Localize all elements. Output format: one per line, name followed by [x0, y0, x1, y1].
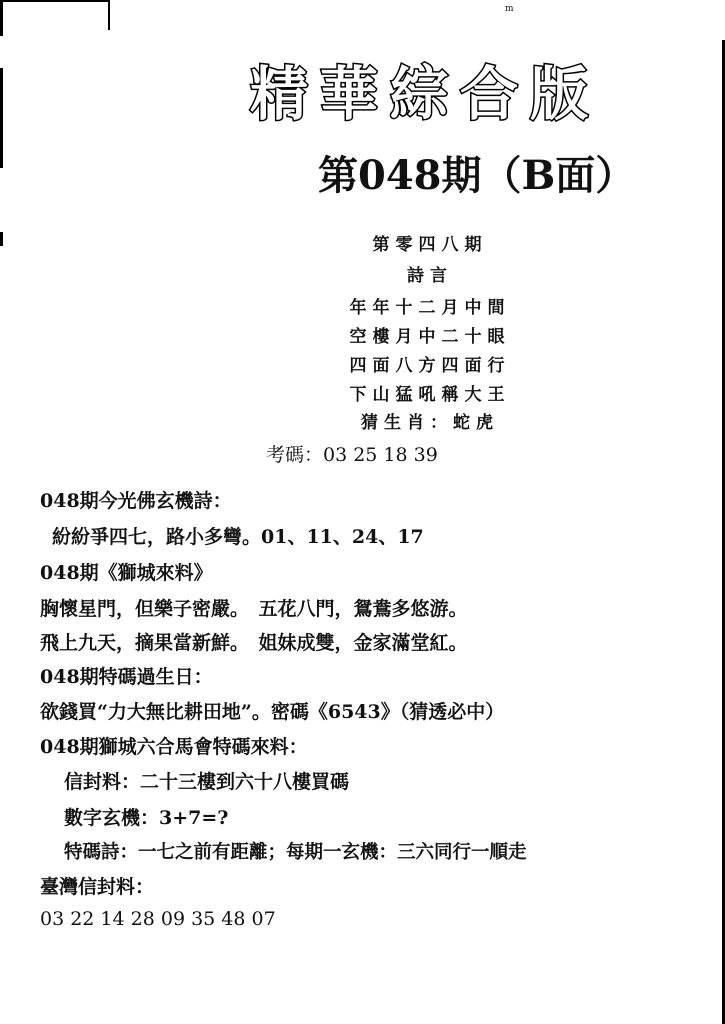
scan-edge-left-top: [0, 0, 3, 36]
scan-edge-right-top: [108, 0, 110, 30]
poem-line: 第零四八期: [372, 235, 488, 255]
body-line: 欲錢買“力大無比耕田地”。密碼《6543》（猜透必中）: [40, 701, 505, 723]
body-line: 03 22 14 28 09 35 48 07: [40, 908, 276, 930]
body-line: 048期特碼過生日：: [40, 666, 213, 688]
reference-numbers: 考碼：03 25 18 39: [266, 444, 438, 466]
body-line: 飛上九天，摘果當新鮮。 姐妹成雙，金家滿堂紅。: [40, 632, 468, 654]
poem-line: 猜生肖：蛇虎: [361, 413, 499, 433]
scan-edge-left-2: [0, 232, 3, 246]
poem-line: 下山猛吼稱大王: [349, 385, 511, 405]
poem-line: 詩言: [407, 266, 453, 286]
issue-heading: 第048期（B面）: [318, 152, 636, 199]
body-line: 胸懷星門，但樂子密嚴。 五花八門，鴛鴦多悠游。: [40, 598, 468, 620]
scan-edge-top: [0, 0, 110, 2]
body-line: 信封料：二十三樓到六十八樓買碼: [64, 771, 350, 793]
body-line: 臺灣信封料：: [40, 876, 155, 898]
body-line: 紛紛爭四七，路小多彎。01、11、24、17: [52, 526, 424, 548]
body-line: 048期獅城六合馬會特碼來料：: [40, 736, 308, 758]
body-line: 特碼詩：一七之前有距離；每期一玄機：三六同行一順走: [64, 842, 527, 863]
body-line: 048期今光佛玄機詩：: [40, 490, 232, 512]
page-title: 精華綜合版: [250, 60, 601, 128]
body-line: 數字玄機：3+7=?: [64, 807, 229, 829]
body-line: 048期《獅城來料》: [40, 562, 213, 584]
scan-edge-left-1: [0, 68, 3, 168]
poem-line: 年年十二月中間: [349, 298, 511, 318]
corner-mark: m: [505, 4, 514, 14]
poem-line: 空樓月中二十眼: [349, 327, 511, 347]
poem-line: 四面八方四面行: [349, 356, 511, 376]
